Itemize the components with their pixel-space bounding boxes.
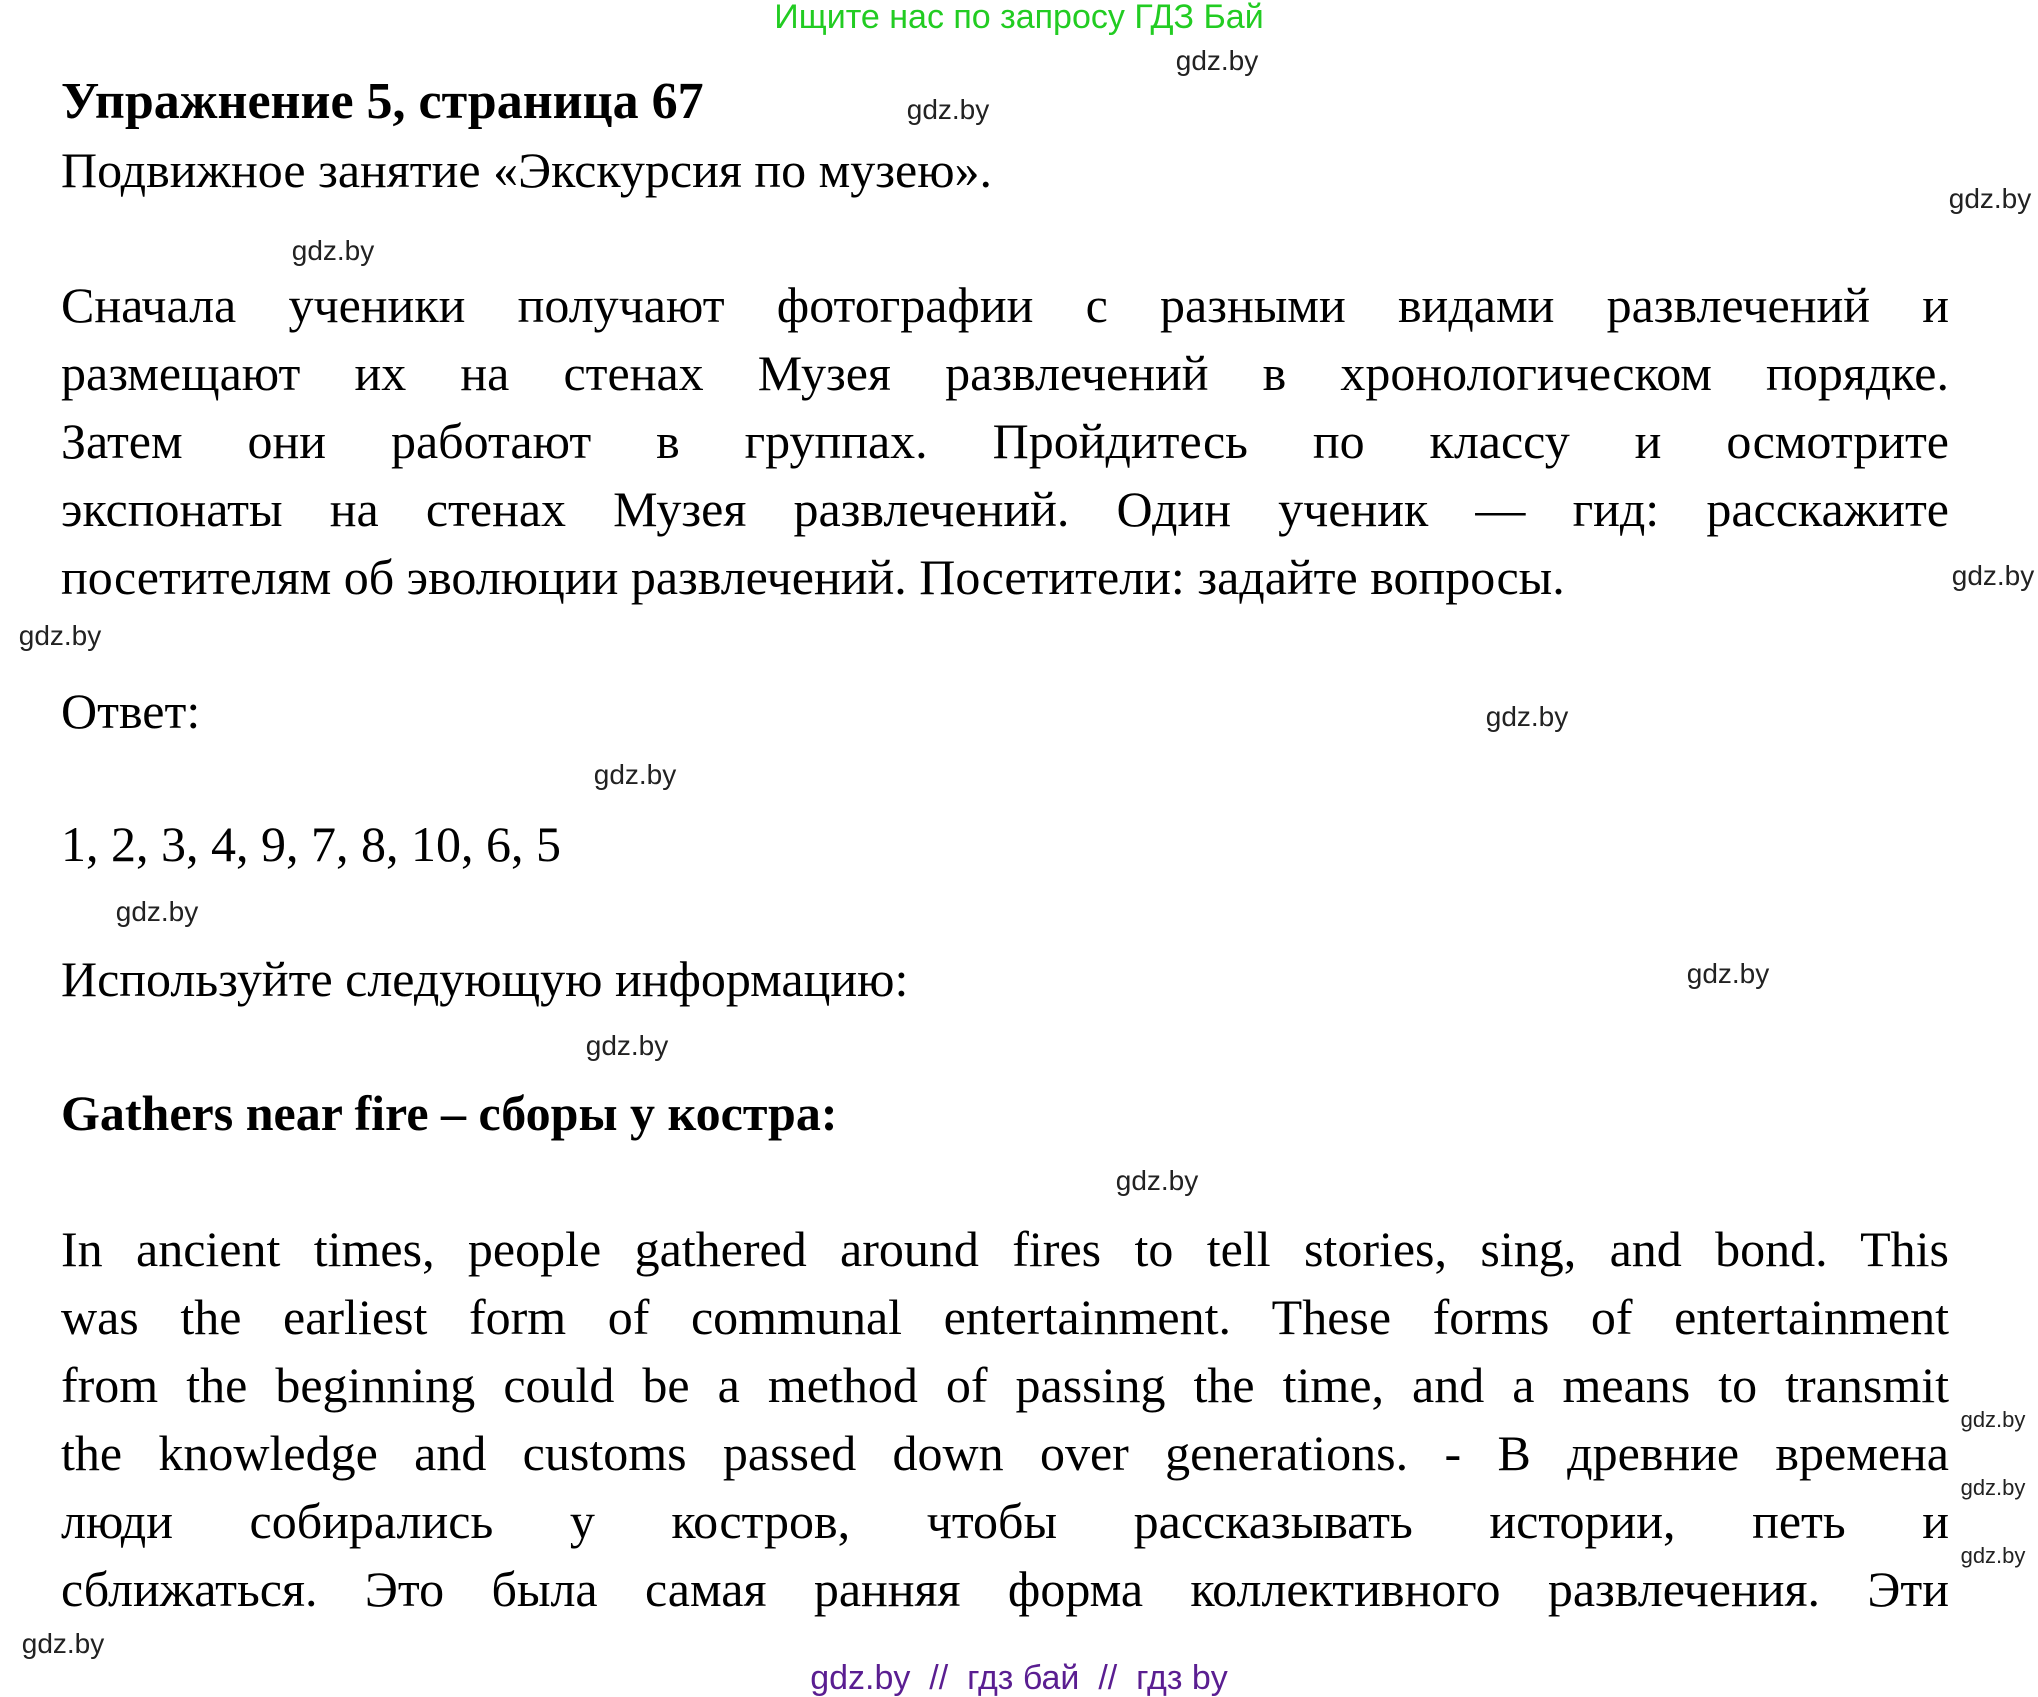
task-line: размещают их на стенах Музея развлечений в хронологическом порядке. [61, 345, 1949, 401]
watermark: gdz.by [1960, 1475, 2026, 1500]
watermark: gdz.by [1485, 701, 1569, 732]
watermark: gdz.by [1115, 1165, 1199, 1196]
watermark: gdz.by [18, 620, 102, 651]
task-line: Сначала ученики получают фотографии с разными видами развлечений и [61, 277, 1949, 333]
section-line: In ancient times, people gathered around fires to tell stories, sing, and bond. This [61, 1221, 1949, 1277]
watermark: gdz.by [1948, 183, 2032, 214]
task-line: посетителям об эволюции развлечений. Посетители: задайте вопросы. [61, 549, 1565, 605]
watermark: gdz.by [585, 1030, 669, 1061]
watermark: gdz.by [906, 94, 990, 125]
watermark: gdz.by [1175, 45, 1259, 76]
task-line: экспонаты на стенах Музея развлечений. Один ученик — гид: расскажите [61, 481, 1949, 537]
section-heading: Gathers near fire – сборы у костра: [61, 1085, 838, 1141]
watermark: gdz.by [291, 235, 375, 266]
section-line: from the beginning could be a method of passing the time, and a means to transmit [61, 1357, 1949, 1413]
watermark: gdz.by [21, 1628, 105, 1659]
search-hint-link[interactable]: Ищите нас по запросу ГДЗ Бай [774, 0, 1264, 36]
watermark: gdz.by [1960, 1407, 2026, 1432]
info-label: Используйте следующую информацию: [61, 951, 909, 1007]
footer-links[interactable]: gdz.by // гдз бай // гдз by [810, 1659, 1228, 1697]
answer-value: 1, 2, 3, 4, 9, 7, 8, 10, 6, 5 [61, 816, 561, 872]
watermark: gdz.by [1951, 560, 2035, 591]
section-line: the knowledge and customs passed down over generations. - В древние времена [61, 1425, 1949, 1481]
watermark: gdz.by [593, 759, 677, 790]
exercise-subtitle: Подвижное занятие «Экскурсия по музею». [61, 142, 993, 198]
watermark: gdz.by [1960, 1543, 2026, 1568]
answer-label: Ответ: [61, 683, 201, 739]
watermark: gdz.by [1686, 958, 1770, 989]
section-line: сближаться. Это была самая ранняя форма коллективного развлечения. Эти [61, 1561, 1949, 1617]
section-line: люди собирались у костров, чтобы рассказывать истории, петь и [61, 1493, 1949, 1549]
exercise-title: Упражнение 5, страница 67 [61, 73, 704, 130]
section-line: was the earliest form of communal entertainment. These forms of entertainment [61, 1289, 1949, 1345]
watermark: gdz.by [115, 896, 199, 927]
task-line: Затем они работают в группах. Пройдитесь по классу и осмотрите [61, 413, 1949, 469]
